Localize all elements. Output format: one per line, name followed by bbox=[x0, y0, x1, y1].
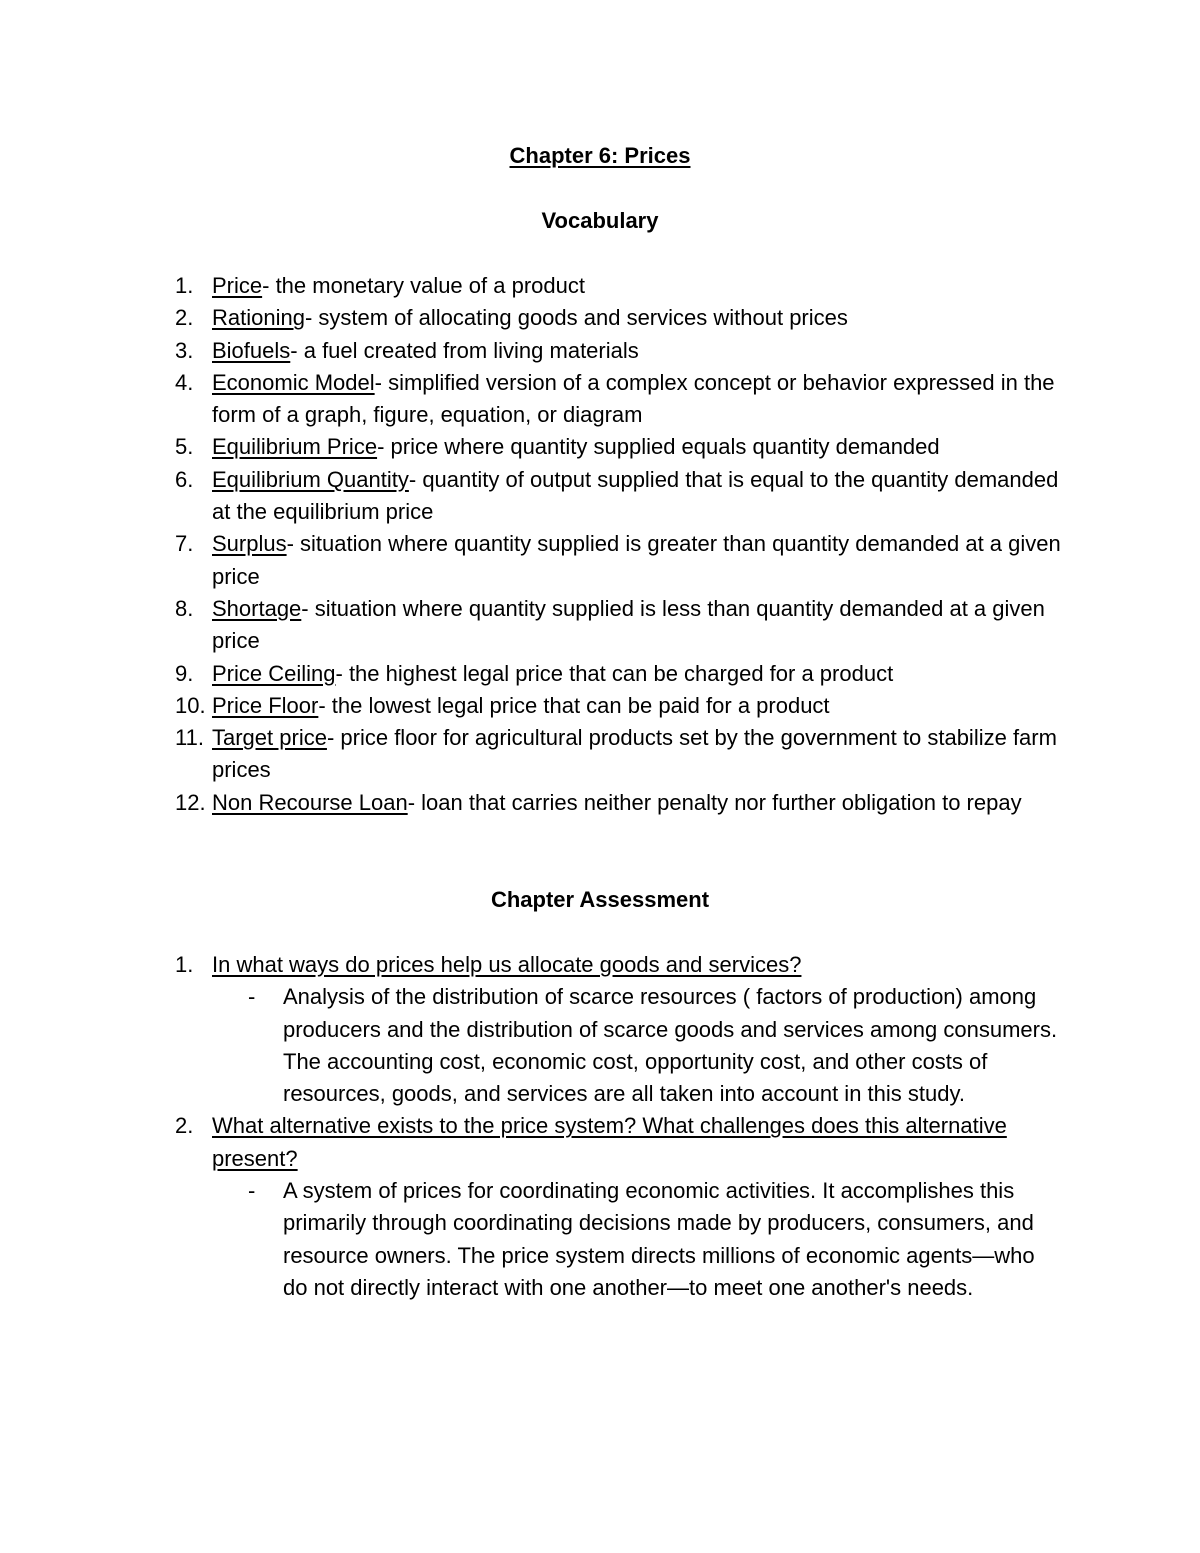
answer-bullet: - bbox=[248, 984, 256, 1010]
vocab-definition: - price floor for agricultural products set by the government to stabilize farm prices bbox=[212, 725, 1057, 783]
answer-text: A system of prices for coordinating economic activities. It accomplishes this primarily through coordinating decisions made by producers, consumers, and resource owners. The price system directs millions of economic agents—who do not directly interact with one another—to meet one another's needs. bbox=[283, 1178, 1035, 1300]
item-number: 8. bbox=[175, 595, 194, 621]
vocab-definition: - the highest legal price that can be charged for a product bbox=[335, 660, 894, 686]
vocab-item bbox=[0, 787, 1200, 819]
vocab-definition: - situation where quantity supplied is less than quantity demanded at a given price bbox=[212, 595, 1045, 654]
vocab-term: Shortage bbox=[212, 595, 302, 621]
vocab-term: Equilibrium Quantity bbox=[212, 466, 409, 492]
vocab-term: Price Ceiling bbox=[212, 660, 336, 686]
answer-row bbox=[0, 981, 1200, 1110]
item-number: 11. bbox=[175, 725, 204, 751]
item-number: 4. bbox=[175, 369, 194, 395]
vocab-definition: - the monetary value of a product bbox=[262, 273, 585, 298]
vocab-term: Price Floor bbox=[212, 692, 319, 718]
item-number: 3. bbox=[175, 337, 194, 363]
assessment-item bbox=[0, 1110, 1200, 1304]
vocabulary-list bbox=[0, 270, 1200, 819]
item-number: 7. bbox=[175, 531, 194, 557]
item-number: 12. bbox=[175, 789, 206, 815]
vocab-item bbox=[0, 431, 1200, 463]
vocab-definition: - loan that carries neither penalty nor further obligation to repay bbox=[407, 789, 1022, 815]
vocab-item bbox=[0, 270, 1200, 302]
vocab-definition: - situation where quantity supplied is greater than quantity demanded at a given price bbox=[212, 531, 1061, 589]
vocab-item bbox=[0, 464, 1200, 529]
vocab-definition: - simplified version of a complex concept or behavior expressed in the form of a graph, figure, equation, or diagram bbox=[212, 369, 1055, 428]
vocab-term: Biofuels bbox=[212, 337, 291, 363]
vocab-term: Target price bbox=[212, 725, 327, 751]
item-number: 1. bbox=[175, 952, 194, 977]
vocab-item bbox=[0, 367, 1200, 432]
vocab-definition: - price where quantity supplied equals quantity demanded bbox=[377, 434, 940, 460]
answer-text: Analysis of the distribution of scarce resources ( factors of production) among producers and the distribution of scarce goods and services among consumers. The accounting cost, economic cost, opportunity cost, and other costs of resources, goods, and services are all taken into account in this study. bbox=[283, 984, 1058, 1107]
item-number: 10. bbox=[175, 692, 206, 718]
vocab-item bbox=[0, 593, 1200, 658]
assessment-item bbox=[0, 949, 1200, 1110]
vocab-term: Economic Model bbox=[212, 369, 375, 395]
vocab-item bbox=[0, 528, 1200, 593]
vocab-term: Rationing bbox=[212, 305, 305, 331]
item-number: 6. bbox=[175, 466, 194, 492]
question-row bbox=[0, 949, 1200, 981]
vocab-term: Non Recourse Loan bbox=[212, 789, 408, 815]
vocab-definition: - system of allocating goods and services without prices bbox=[304, 305, 848, 331]
vocab-item bbox=[0, 302, 1200, 334]
item-number: 2. bbox=[175, 305, 194, 331]
answer-bullet: - bbox=[248, 1178, 256, 1204]
vocabulary-heading: Vocabulary bbox=[541, 208, 659, 233]
vocab-term: Surplus bbox=[212, 531, 287, 557]
assessment-heading: Chapter Assessment bbox=[490, 887, 710, 912]
question-text: What alternative exists to the price system? What challenges does this alternative present? bbox=[212, 1113, 1007, 1171]
item-number: 5. bbox=[175, 434, 194, 460]
vocab-item bbox=[0, 690, 1200, 722]
question-row bbox=[0, 1110, 1200, 1175]
answer-row bbox=[0, 1175, 1200, 1304]
question-text: In what ways do prices help us allocate goods and services? bbox=[212, 952, 802, 977]
vocab-definition: - quantity of output supplied that is equal to the quantity demanded at the equilibrium price bbox=[212, 466, 1059, 525]
item-number: 2. bbox=[175, 1113, 194, 1139]
item-number: 1. bbox=[175, 273, 194, 298]
vocab-item bbox=[0, 722, 1200, 787]
vocab-definition: - a fuel created from living materials bbox=[290, 337, 639, 363]
vocab-term: Equilibrium Price bbox=[212, 434, 378, 460]
item-number: 9. bbox=[175, 660, 194, 686]
assessment-list bbox=[0, 949, 1200, 1304]
vocab-definition: - the lowest legal price that can be paid for a product bbox=[318, 692, 830, 718]
vocab-item bbox=[0, 335, 1200, 367]
page-title: Chapter 6: Prices bbox=[509, 143, 691, 168]
vocab-item bbox=[0, 658, 1200, 690]
vocab-term: Price bbox=[212, 273, 263, 298]
